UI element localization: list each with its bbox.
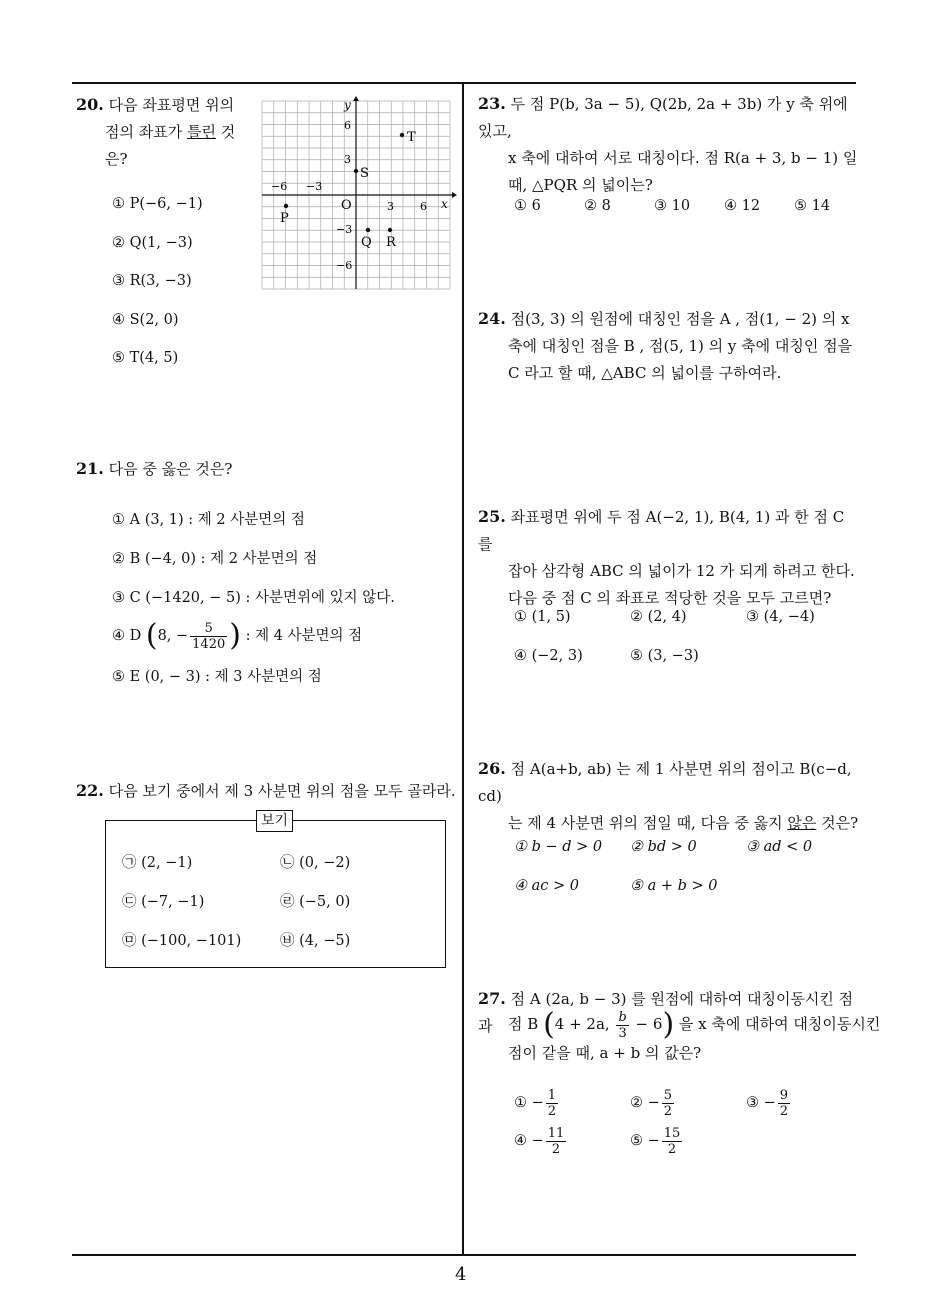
fraction-denominator: 3 — [618, 1025, 627, 1041]
option-text: : 제 4 사분면의 점 — [240, 628, 363, 644]
option-3[interactable]: ③ − $\frac{9}{2}$ — [746, 1087, 789, 1119]
coordinate-plane-figure — [258, 95, 458, 295]
question-text: 는 제 4 사분면 위의 점일 때, 다음 중 옳지 — [508, 814, 788, 832]
left-paren: ( — [145, 618, 158, 653]
question-27-line-2 — [508, 1006, 880, 1042]
fraction-numerator: 5 — [663, 1087, 673, 1103]
point-label-p: P — [280, 211, 289, 226]
question-number: 22. — [76, 781, 104, 800]
option-mark: ② — [630, 1095, 643, 1111]
point-label-r: R — [386, 235, 396, 250]
fraction — [190, 621, 227, 652]
y-tick-label: 6 — [344, 119, 351, 132]
question-text: 을 x 축에 대하여 대칭이동시킨 — [674, 1015, 881, 1033]
question-text: 점이 같을 때, a + b 의 값은? — [508, 1044, 702, 1062]
question-27-line-3 — [508, 1040, 701, 1067]
fraction-denominator: 1420 — [192, 636, 226, 652]
y-axis-label: y — [344, 98, 351, 112]
fraction-denominator: 2 — [663, 1103, 673, 1119]
question-text: 점의 좌표가 — [105, 123, 187, 141]
question-text: 잡아 삼각형 ABC 의 넓이가 12 가 되게 하려고 한다. — [508, 562, 855, 580]
bottom-rule — [72, 1254, 856, 1256]
example-item[interactable]: ㉡ (0, −2) — [280, 855, 351, 871]
question-text: − 6 — [630, 1015, 663, 1033]
left-paren: ( — [543, 1007, 555, 1042]
option-5[interactable]: ⑤ a + b > 0 — [630, 878, 718, 894]
option-4[interactable]: ④ − $\frac{11}{2}$ — [514, 1125, 565, 1157]
question-21 — [76, 456, 232, 483]
question-text: 점 A(a+b, ab) 는 제 1 사분면 위의 점이고 B(c−d, cd) — [478, 760, 852, 805]
option-1[interactable]: ① − $\frac{1}{2}$ — [514, 1087, 557, 1119]
point-label-s: S — [360, 166, 369, 181]
option-2[interactable]: ② bd > 0 — [630, 839, 697, 855]
y-tick-label: −3 — [336, 223, 353, 236]
fraction-numerator: 9 — [779, 1087, 789, 1103]
example-box-label: 보기 — [256, 810, 293, 832]
x-tick-label: 3 — [387, 200, 394, 213]
fraction-denominator: 2 — [779, 1103, 789, 1119]
option-3[interactable]: ③ (4, −4) — [746, 609, 815, 625]
question-text: 다음 중 점 C 의 좌표로 적당한 것을 모두 고르면? — [508, 589, 832, 607]
example-item[interactable]: ㉢ (−7, −1) — [122, 894, 205, 910]
point-label-t: T — [407, 130, 416, 145]
question-text: 것 — [215, 123, 236, 141]
option-4[interactable]: ④ (−2, 3) — [514, 648, 583, 664]
point-r — [388, 228, 392, 232]
option-2[interactable]: ② − $\frac{5}{2}$ — [630, 1087, 673, 1119]
point-p — [284, 204, 288, 208]
x-tick-label: −6 — [271, 180, 288, 193]
fraction — [662, 1088, 674, 1119]
point-s — [354, 169, 358, 173]
question-text: 두 점 P(b, 3a − 5), Q(2b, 2a + 3b) 가 y 축 위에 있고, — [478, 95, 848, 140]
question-text: 4 + 2a, — [554, 1015, 615, 1033]
example-item[interactable]: ㉠ (2, −1) — [122, 855, 193, 871]
option-2[interactable]: ② B (−4, 0) : 제 2 사분면의 점 — [112, 551, 318, 567]
point-label-q: Q — [361, 235, 372, 250]
question-text: 축에 대칭인 점을 B , 점(5, 1) 의 y 축에 대칭인 점을 — [508, 337, 853, 355]
fraction — [546, 1126, 567, 1157]
option-4[interactable] — [112, 618, 362, 654]
x-axis-label: x — [441, 197, 448, 211]
question-number: 23. — [478, 94, 506, 113]
question-text: 점 A (2a, b − 3) 를 원점에 대하여 대칭이동시킨 점과 — [478, 990, 854, 1035]
option-3[interactable]: ③ ad < 0 — [746, 839, 813, 855]
question-number: 26. — [478, 759, 506, 778]
question-number: 20. — [76, 95, 104, 114]
option-4[interactable]: ④ ac > 0 — [514, 878, 579, 894]
option-3[interactable]: ③ 10 — [654, 198, 691, 214]
right-paren: ) — [229, 618, 241, 653]
question-number: 25. — [478, 507, 506, 526]
fraction-numerator: b — [618, 1009, 627, 1025]
option-2[interactable]: ② Q(1, −3) — [112, 235, 193, 251]
option-mark: ① — [514, 1095, 527, 1111]
option-4[interactable]: ④ 12 — [724, 198, 761, 214]
question-number: 24. — [478, 309, 506, 328]
question-text: 좌표평면 위에 두 점 A(−2, 1), B(4, 1) 과 한 점 C 를 — [478, 508, 845, 553]
option-5[interactable]: ⑤ E (0, − 3) : 제 3 사분면의 점 — [112, 669, 322, 685]
example-item[interactable]: ㉥ (4, −5) — [280, 933, 351, 949]
option-mark: ③ — [746, 1095, 759, 1111]
question-text: 것은? — [816, 814, 859, 832]
fraction-denominator: 2 — [667, 1141, 677, 1157]
option-5[interactable]: ⑤ 14 — [794, 198, 831, 214]
question-25 — [478, 504, 858, 612]
option-mark: ⑤ — [630, 1133, 643, 1149]
origin-label: O — [341, 198, 352, 213]
option-1[interactable]: ① A (3, 1) : 제 2 사분면의 점 — [112, 512, 305, 528]
question-text: 때, △PQR 의 넓이는? — [508, 176, 653, 194]
option-mark: ④ D — [112, 628, 142, 644]
x-tick-label: −3 — [306, 180, 323, 193]
fraction — [778, 1088, 790, 1119]
question-text: 점(3, 3) 의 원점에 대칭인 점을 A , 점(1, − 2) 의 x — [510, 310, 850, 328]
question-text: 다음 좌표평면 위의 — [108, 96, 235, 114]
emphasis-text: 않은 — [787, 814, 817, 832]
question-text: 다음 보기 중에서 제 3 사분면 위의 점을 모두 골라라. — [108, 782, 456, 800]
option-5[interactable]: ⑤ (3, −3) — [630, 648, 699, 664]
option-3[interactable]: ③ C (−1420, − 5) : 사분면위에 있지 않다. — [112, 590, 395, 606]
fraction-numerator: 5 — [190, 621, 227, 637]
column-divider — [462, 82, 464, 1256]
x-axis-arrow — [452, 192, 457, 198]
question-23 — [478, 91, 858, 199]
y-tick-label: −6 — [336, 259, 353, 272]
fraction-denominator: 2 — [551, 1141, 561, 1157]
option-1[interactable]: ① b − d > 0 — [514, 839, 603, 855]
question-text: x 축에 대하여 서로 대칭이다. 점 R(a + 3, b − 1) 일 — [508, 149, 858, 167]
fraction — [662, 1126, 683, 1157]
question-text: C 라고 할 때, △ABC 의 넓이를 구하여라. — [508, 364, 782, 382]
x-tick-label: 6 — [420, 200, 427, 213]
question-24 — [478, 306, 858, 387]
point-t — [400, 133, 404, 137]
option-1[interactable]: ① P(−6, −1) — [112, 196, 203, 212]
option-text: 8, − — [157, 628, 189, 644]
question-20 — [76, 92, 256, 173]
right-paren: ) — [662, 1007, 675, 1042]
fraction-denominator: 2 — [547, 1103, 557, 1119]
fraction-numerator: 15 — [663, 1125, 681, 1141]
option-1[interactable]: ① (1, 5) — [514, 609, 571, 625]
option-5[interactable]: ⑤ T(4, 5) — [112, 350, 179, 366]
y-axis-arrow — [353, 96, 359, 101]
y-tick-label: 3 — [344, 153, 351, 166]
option-mark: ④ — [514, 1133, 527, 1149]
page-number: 4 — [455, 1264, 467, 1285]
question-text: 다음 중 옳은 것은? — [108, 460, 233, 478]
fraction — [546, 1088, 558, 1119]
example-item[interactable]: ㉤ (−100, −101) — [122, 933, 242, 949]
option-1[interactable]: ① 6 — [514, 198, 541, 214]
emphasis-text: 틀린 — [187, 123, 216, 141]
option-3[interactable]: ③ R(3, −3) — [112, 273, 192, 289]
question-text: 점 B — [508, 1015, 539, 1033]
option-2[interactable]: ② 8 — [584, 198, 611, 214]
question-number: 21. — [76, 459, 104, 478]
question-number: 27. — [478, 989, 506, 1008]
option-5[interactable]: ⑤ − $\frac{15}{2}$ — [630, 1125, 681, 1157]
question-text: 은? — [105, 150, 128, 168]
example-item[interactable]: ㉣ (−5, 0) — [280, 894, 351, 910]
option-2[interactable]: ② (2, 4) — [630, 609, 687, 625]
question-22 — [76, 778, 456, 805]
question-26 — [478, 756, 863, 837]
fraction — [616, 1010, 628, 1041]
top-rule — [72, 82, 856, 84]
point-q — [366, 228, 370, 232]
fraction-numerator: 11 — [547, 1125, 565, 1141]
fraction-numerator: 1 — [547, 1087, 557, 1103]
option-4[interactable]: ④ S(2, 0) — [112, 312, 179, 328]
